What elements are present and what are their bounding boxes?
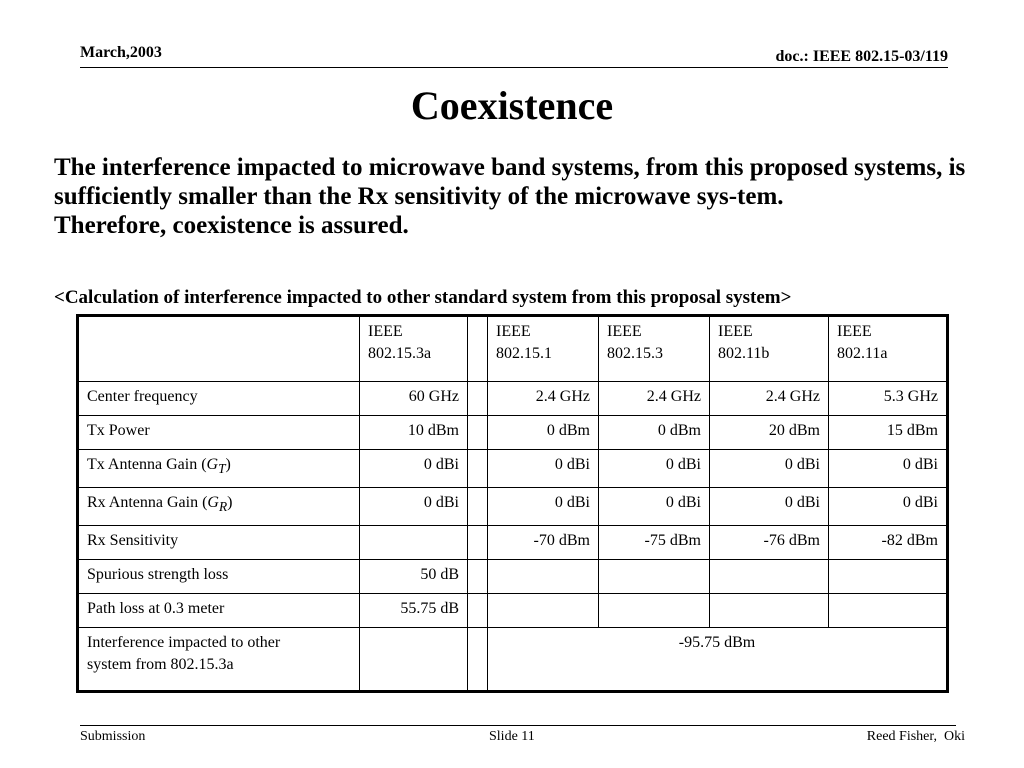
- table-cell: -76 dBm: [710, 526, 829, 560]
- table-caption: <Calculation of interference impacted to other standard system from this proposal system>: [54, 287, 792, 308]
- table-cell: 2.4 GHz: [599, 382, 710, 416]
- footer-author: Reed Fisher, Oki: [866, 729, 965, 744]
- table-cell: -82 dBm: [829, 526, 948, 560]
- table-cell: 0 dBm: [488, 415, 599, 449]
- table-row: [78, 594, 948, 628]
- table-cell: -70 dBm: [488, 526, 599, 560]
- row-label: Rx Sensitivity: [78, 526, 360, 560]
- table-cell: 0 dBm: [599, 415, 710, 449]
- table-cell: 0 dBi: [599, 488, 710, 526]
- row-label: Interference impacted to other system from 802.15.3a: [78, 628, 360, 692]
- row-label: Tx Power: [78, 415, 360, 449]
- table-cell: [360, 628, 468, 692]
- header-divider: [80, 67, 948, 68]
- table-cell: 0 dBi: [829, 488, 948, 526]
- table-cell: 10 dBm: [360, 415, 468, 449]
- table-header-row: [78, 316, 948, 382]
- column-header-802-15-1: IEEE 802.15.1: [488, 316, 599, 382]
- table-row: [78, 449, 948, 487]
- table-cell: [488, 594, 599, 628]
- body-paragraph-1: The interference impacted to microwave band systems, from this proposed systems, is sufficiently smaller than the Rx sensitivity of the microwave sys-tem.: [54, 154, 966, 210]
- table-cell: [710, 594, 829, 628]
- row-label: Center frequency: [78, 382, 360, 416]
- table-cell: 20 dBm: [710, 415, 829, 449]
- interference-result-cell: -95.75 dBm: [488, 628, 948, 692]
- table-row: [78, 488, 948, 526]
- table-cell: 60 GHz: [360, 382, 468, 416]
- header-corner-cell: [78, 316, 360, 382]
- spacer-cell: [468, 594, 488, 628]
- table-row: [78, 560, 948, 594]
- table-row: [78, 526, 948, 560]
- table-cell: [360, 526, 468, 560]
- table-cell: 0 dBi: [599, 449, 710, 487]
- column-header-802-11b: IEEE 802.11b: [710, 316, 829, 382]
- table-cell: 2.4 GHz: [488, 382, 599, 416]
- table-cell: 0 dBi: [360, 449, 468, 487]
- table-cell: [829, 594, 948, 628]
- table-cell: 0 dBi: [710, 449, 829, 487]
- table-cell: 0 dBi: [488, 488, 599, 526]
- column-header-802-15-3a: IEEE 802.15.3a: [360, 316, 468, 382]
- spacer-cell: [468, 628, 488, 692]
- spacer-cell: [468, 415, 488, 449]
- column-header-802-15-3: IEEE 802.15.3: [599, 316, 710, 382]
- table-cell: 0 dBi: [360, 488, 468, 526]
- spacer-cell: [468, 449, 488, 487]
- header-doc-id: doc.: IEEE 802.15-03/119: [775, 48, 948, 65]
- table-cell: 5.3 GHz: [829, 382, 948, 416]
- column-header-802-11a: IEEE 802.11a: [829, 316, 948, 382]
- table-row: [78, 628, 948, 692]
- header-date: March,2003: [80, 44, 162, 61]
- table-cell: -75 dBm: [599, 526, 710, 560]
- table-row: [78, 382, 948, 416]
- interference-table: [76, 314, 949, 693]
- slide-title: Coexistence: [410, 83, 614, 128]
- row-label: Rx Antenna Gain $(G_R)$: [78, 488, 360, 526]
- body-text: [54, 153, 974, 240]
- spacer-cell: [468, 488, 488, 526]
- row-label: Spurious strength loss: [78, 560, 360, 594]
- spacer-cell: [468, 316, 488, 382]
- table-cell: [599, 594, 710, 628]
- table-cell: [488, 560, 599, 594]
- row-label: Tx Antenna Gain $(G_T)$: [78, 449, 360, 487]
- table-cell: 50 dB: [360, 560, 468, 594]
- table-cell: [829, 560, 948, 594]
- spacer-cell: [468, 382, 488, 416]
- footer-submission: Submission: [80, 729, 146, 744]
- table-cell: 15 dBm: [829, 415, 948, 449]
- spacer-cell: [468, 560, 488, 594]
- table-cell: 2.4 GHz: [710, 382, 829, 416]
- table-row: [78, 415, 948, 449]
- footer-slide-number: Slide 11: [489, 729, 535, 744]
- table-cell: 55.75 dB: [360, 594, 468, 628]
- table-cell: 0 dBi: [488, 449, 599, 487]
- table-cell: 0 dBi: [829, 449, 948, 487]
- body-paragraph-2: Therefore, coexistence is assured.: [54, 212, 409, 239]
- table-cell: [599, 560, 710, 594]
- table-cell: [710, 560, 829, 594]
- table-cell: 0 dBi: [710, 488, 829, 526]
- spacer-cell: [468, 526, 488, 560]
- row-label: Path loss at 0.3 meter: [78, 594, 360, 628]
- footer-divider: [80, 725, 956, 726]
